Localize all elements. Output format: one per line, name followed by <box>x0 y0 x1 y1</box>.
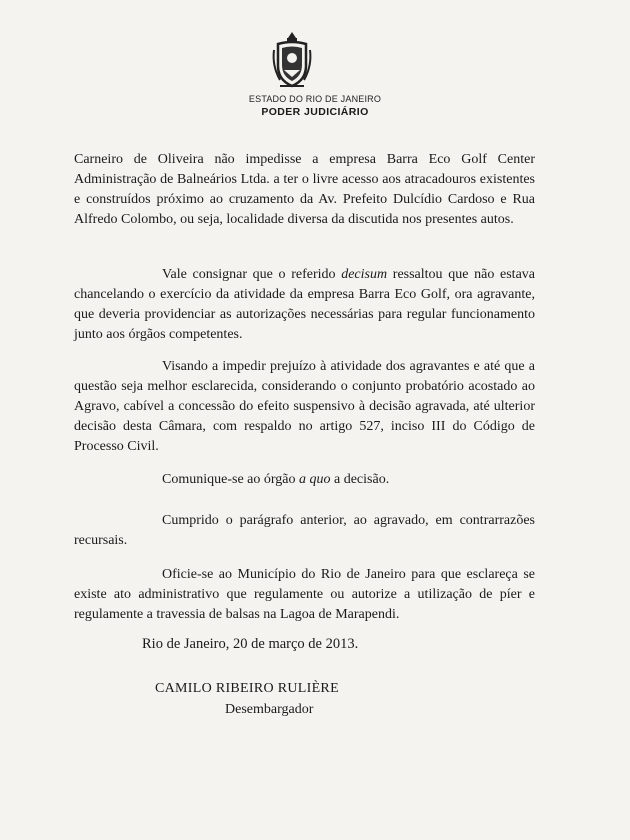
paragraph-2-text-a: Vale consignar que o referido <box>162 267 342 282</box>
paragraph-2-emphasis: decisum <box>341 267 388 282</box>
paragraph-6: Oficie-se ao Município do Rio de Janeiro para que esclareça se existe ato administrativo que regulamente ou autorize a utilização de píer e regulamente a travessia de balsas na Lagoa de Marapendi. <box>74 567 535 622</box>
paragraph-4-emphasis: a quo <box>299 472 331 487</box>
paragraph-5: Cumprido o parágrafo anterior, ao agravado, em contrarrazões recursais. <box>74 513 535 548</box>
paragraph-4-text-b: a decisão. <box>330 472 390 487</box>
paragraph-2 <box>74 265 535 345</box>
signer-name: CAMILO RIBEIRO RULIÈRE <box>155 681 339 696</box>
paragraph-4 <box>162 470 542 490</box>
signer-role: Desembargador <box>225 702 314 717</box>
closing-date: Rio de Janeiro, 20 de março de 2013. <box>142 636 359 652</box>
paragraph-1: Carneiro de Oliveira não impedisse a empresa Barra Eco Golf Center Administração de Balneários Ltda. a ter o livre acesso aos atracadouros existentes e construídos próximo ao cruzamento da Av. Prefeito Dulcídio Cardoso e Rua Alfredo Colombo, ou seja, localidade diversa da discutida nos presentes autos. <box>74 152 535 227</box>
coat-of-arms-icon <box>270 30 314 90</box>
paragraph-4-text-a: Comunique-se ao órgão <box>162 472 299 487</box>
header-power: PODER JUDICIÁRIO <box>261 106 369 118</box>
paragraph-2-text-b: ressaltou que não estava chancelando o exercício da atividade da empresa Barra Eco Golf, ora agravante, que deveria providenciar as autorizações necessárias para regular funcionamento junto aos órgãos competentes. <box>74 267 535 342</box>
paragraph-3: Visando a impedir prejuízo à atividade dos agravantes e até que a questão seja melhor esclarecida, considerando o conjunto probatório acostado ao Agravo, cabível a concessão do efeito suspensivo à decisão agravada, até ulterior decisão desta Câmara, com respaldo no artigo 527, inciso III do Código de Processo Civil. <box>74 359 535 454</box>
header-state: ESTADO DO RIO DE JANEIRO <box>248 94 382 104</box>
